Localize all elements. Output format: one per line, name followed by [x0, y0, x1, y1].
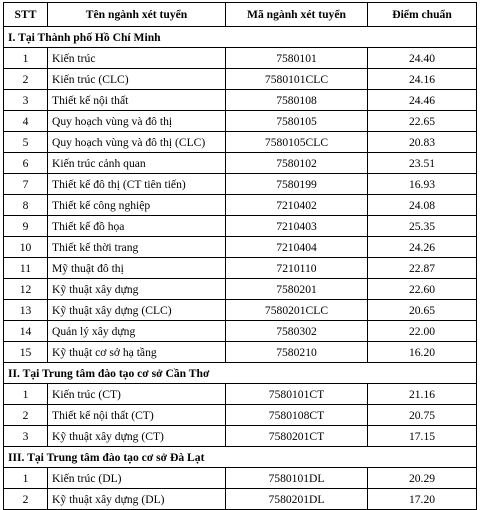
table-row	[4, 174, 477, 195]
score-cell: 22.65	[368, 111, 477, 132]
score-cell: 22.87	[368, 258, 477, 279]
section-title: II. Tại Trung tâm đào tạo cơ sở Cần Thơ	[4, 363, 477, 384]
major-code-cell: 7580201CT	[226, 426, 368, 447]
score-cell: 17.20	[368, 489, 477, 510]
stt-cell: 15	[4, 342, 48, 363]
major-code-cell: 7580201	[226, 279, 368, 300]
major-code-cell: 7580108	[226, 90, 368, 111]
stt-cell: 9	[4, 216, 48, 237]
major-name-cell: Kỹ thuật cơ sở hạ tầng	[48, 342, 226, 363]
major-name-cell: Thiết kế công nghiệp	[48, 195, 226, 216]
header-row	[4, 3, 477, 27]
header-major-code: Mã ngành xét tuyển	[226, 3, 368, 27]
major-name-cell: Thiết kế nội thất	[48, 90, 226, 111]
major-code-cell: 7580101CLC	[226, 69, 368, 90]
table-row	[4, 321, 477, 342]
score-cell: 20.29	[368, 468, 477, 489]
stt-cell: 10	[4, 237, 48, 258]
stt-cell: 6	[4, 153, 48, 174]
admission-score-table	[3, 2, 477, 510]
score-cell: 21.16	[368, 384, 477, 405]
stt-cell: 3	[4, 426, 48, 447]
section-row	[4, 27, 477, 48]
stt-cell: 3	[4, 90, 48, 111]
score-cell: 20.75	[368, 405, 477, 426]
stt-cell: 2	[4, 405, 48, 426]
stt-cell: 4	[4, 111, 48, 132]
major-code-cell: 7580101	[226, 48, 368, 69]
major-name-cell: Mỹ thuật đô thị	[48, 258, 226, 279]
table-row	[4, 384, 477, 405]
major-name-cell: Thiết kế thời trang	[48, 237, 226, 258]
major-name-cell: Quản lý xây dựng	[48, 321, 226, 342]
major-name-cell: Kiến trúc (DL)	[48, 468, 226, 489]
stt-cell: 14	[4, 321, 48, 342]
major-code-cell: 7210110	[226, 258, 368, 279]
table-row	[4, 111, 477, 132]
stt-cell: 8	[4, 195, 48, 216]
stt-cell: 11	[4, 258, 48, 279]
major-code-cell: 7580210	[226, 342, 368, 363]
major-name-cell: Thiết kế nội thất (CT)	[48, 405, 226, 426]
major-name-cell: Kiến trúc (CLC)	[48, 69, 226, 90]
stt-cell: 7	[4, 174, 48, 195]
stt-cell: 1	[4, 384, 48, 405]
section-title: III. Tại Trung tâm đào tạo cơ sở Đà Lạt	[4, 447, 477, 468]
major-code-cell: 7580201CLC	[226, 300, 368, 321]
table-row	[4, 405, 477, 426]
major-name-cell: Thiết kế đô thị (CT tiên tiến)	[48, 174, 226, 195]
major-code-cell: 7580105	[226, 111, 368, 132]
score-cell: 23.51	[368, 153, 477, 174]
major-name-cell: Quy hoạch vùng và đô thị	[48, 111, 226, 132]
major-code-cell: 7580201DL	[226, 489, 368, 510]
score-cell: 16.93	[368, 174, 477, 195]
score-cell: 25.35	[368, 216, 477, 237]
table-row	[4, 342, 477, 363]
table-row	[4, 69, 477, 90]
score-cell: 17.15	[368, 426, 477, 447]
table-row	[4, 300, 477, 321]
table-row	[4, 258, 477, 279]
table-row	[4, 195, 477, 216]
major-name-cell: Kỹ thuật xây dựng (CLC)	[48, 300, 226, 321]
score-cell: 20.83	[368, 132, 477, 153]
major-code-cell: 7210404	[226, 237, 368, 258]
section-title: I. Tại Thành phố Hồ Chí Minh	[4, 27, 477, 48]
major-code-cell: 7210403	[226, 216, 368, 237]
score-cell: 24.08	[368, 195, 477, 216]
table-row	[4, 279, 477, 300]
major-code-cell: 7580101DL	[226, 468, 368, 489]
major-name-cell: Kiến trúc	[48, 48, 226, 69]
section-row	[4, 447, 477, 468]
major-code-cell: 7580105CLC	[226, 132, 368, 153]
score-cell: 22.60	[368, 279, 477, 300]
stt-cell: 2	[4, 489, 48, 510]
major-name-cell: Quy hoạch vùng và đô thị (CLC)	[48, 132, 226, 153]
table-row	[4, 489, 477, 510]
major-name-cell: Kỹ thuật xây dựng	[48, 279, 226, 300]
table-row	[4, 468, 477, 489]
table-row	[4, 132, 477, 153]
table-row	[4, 48, 477, 69]
major-name-cell: Kiến trúc (CT)	[48, 384, 226, 405]
major-name-cell: Kỹ thuật xây dựng (CT)	[48, 426, 226, 447]
table-row	[4, 216, 477, 237]
stt-cell: 2	[4, 69, 48, 90]
score-cell: 24.26	[368, 237, 477, 258]
stt-cell: 13	[4, 300, 48, 321]
major-code-cell: 7580302	[226, 321, 368, 342]
stt-cell: 12	[4, 279, 48, 300]
major-code-cell: 7580199	[226, 174, 368, 195]
score-cell: 24.40	[368, 48, 477, 69]
stt-cell: 1	[4, 48, 48, 69]
score-cell: 24.46	[368, 90, 477, 111]
major-code-cell: 7580102	[226, 153, 368, 174]
major-name-cell: Thiết kế đồ họa	[48, 216, 226, 237]
major-code-cell: 7580101CT	[226, 384, 368, 405]
stt-cell: 5	[4, 132, 48, 153]
section-row	[4, 363, 477, 384]
score-cell: 22.00	[368, 321, 477, 342]
score-cell: 16.20	[368, 342, 477, 363]
table-row	[4, 90, 477, 111]
table-row	[4, 237, 477, 258]
score-cell: 24.16	[368, 69, 477, 90]
stt-cell: 1	[4, 468, 48, 489]
major-name-cell: Kiến trúc cảnh quan	[48, 153, 226, 174]
table-body	[4, 27, 477, 510]
score-cell: 20.65	[368, 300, 477, 321]
header-stt: STT	[4, 3, 48, 27]
major-code-cell: 7210402	[226, 195, 368, 216]
header-major-name: Tên ngành xét tuyển	[48, 3, 226, 27]
header-score: Điểm chuẩn	[368, 3, 477, 27]
table-row	[4, 426, 477, 447]
major-name-cell: Kỹ thuật xây dựng (DL)	[48, 489, 226, 510]
major-code-cell: 7580108CT	[226, 405, 368, 426]
table-row	[4, 153, 477, 174]
